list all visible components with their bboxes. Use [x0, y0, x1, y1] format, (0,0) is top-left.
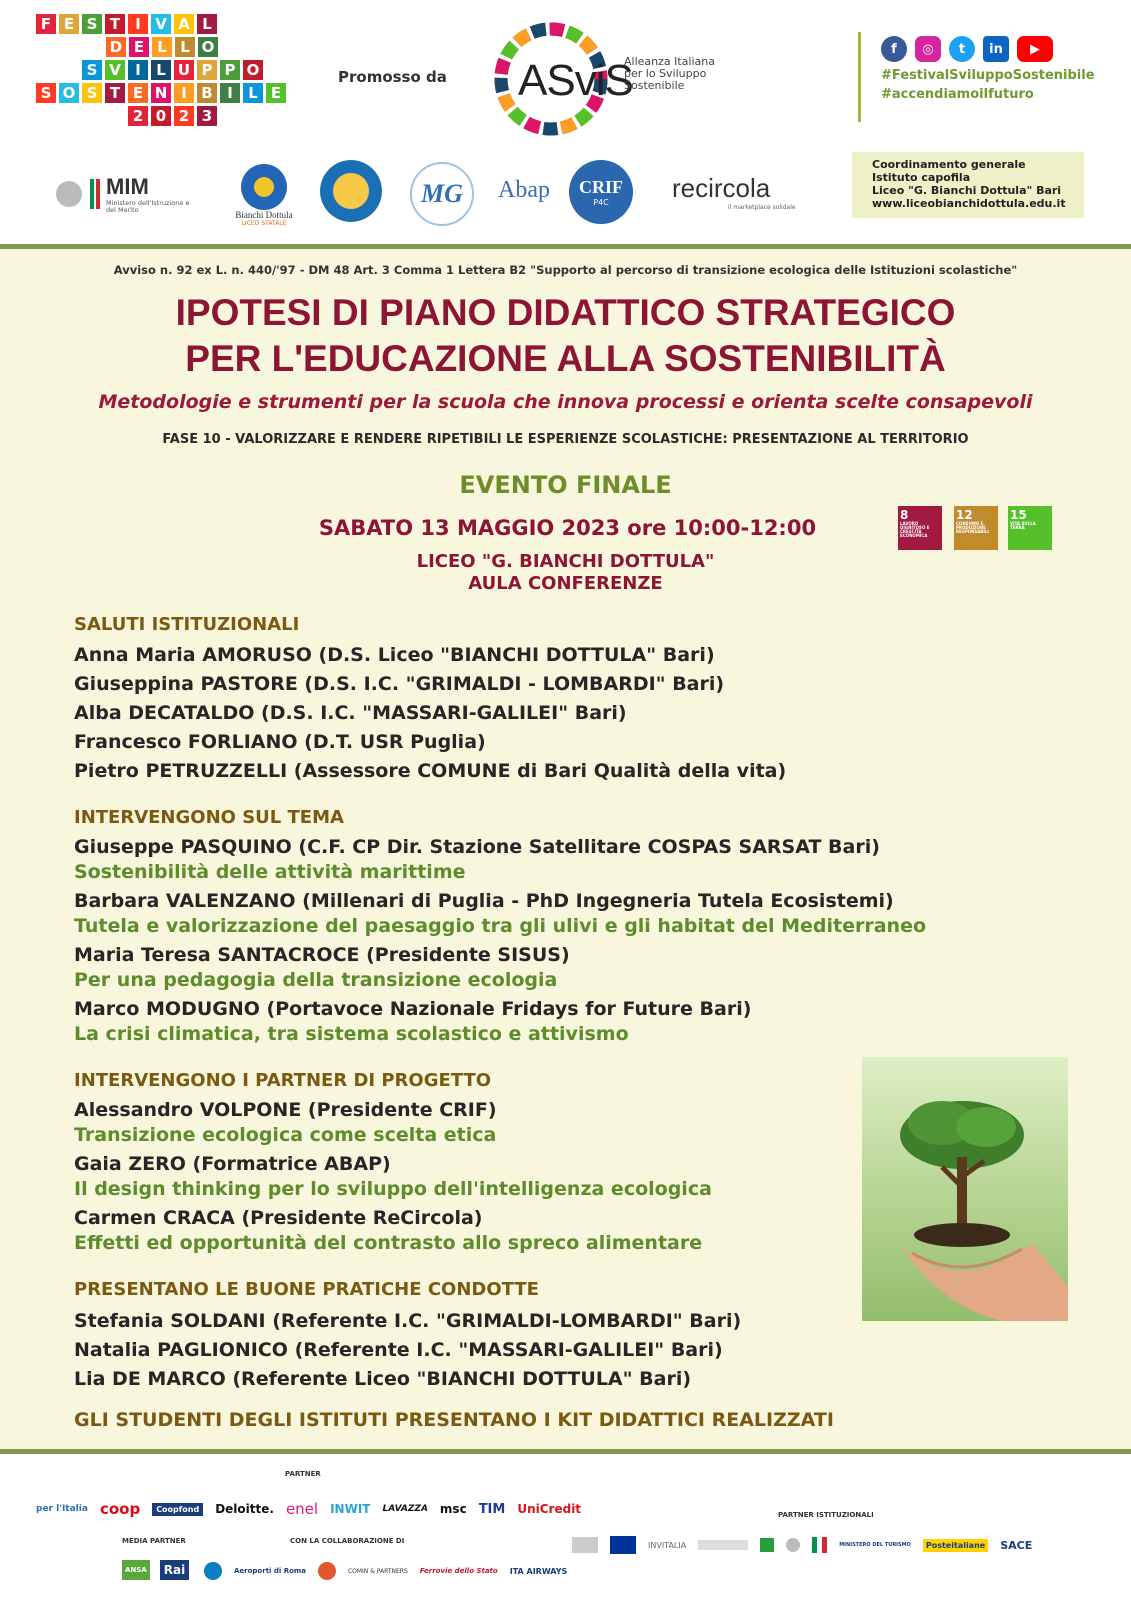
- tema-topic: Sostenibilità delle attività marittime: [74, 861, 466, 883]
- media-logo: ANSA: [122, 1560, 150, 1580]
- festival-letter-tile: A: [174, 14, 194, 34]
- venue-line-1: LICEO "G. BIANCHI DOTTULA": [416, 551, 715, 572]
- pratiche-item: Lia DE MARCO (Referente Liceo "BIANCHI DOTTULA" Bari): [74, 1368, 692, 1390]
- pratiche-item: Natalia PAGLIONICO (Referente I.C. "MASSARI-GALILEI" Bari): [74, 1339, 723, 1361]
- festival-line-1: [36, 14, 289, 34]
- twitter-icon[interactable]: t: [949, 36, 975, 62]
- footer-partner-label: PARTNER: [285, 1470, 321, 1478]
- festival-letter-tile: P: [220, 60, 240, 80]
- partner-speaker: Gaia ZERO (Formatrice ABAP): [74, 1153, 391, 1175]
- partner-logo: Deloitte.: [215, 1502, 274, 1516]
- youtube-icon[interactable]: ▶: [1017, 36, 1053, 62]
- event-venue: [0, 551, 1131, 595]
- collab-logo: Aeroporti di Roma: [234, 1567, 306, 1575]
- phase-label: FASE 10 - VALORIZZARE E RENDERE RIPETIBILI LE ESPERIENZE SCOLASTICHE: PRESENTAZIONE AL TERRITORIO: [162, 432, 969, 447]
- festival-letter-tile: 3: [197, 106, 217, 126]
- media-logo: Rai: [160, 1560, 189, 1580]
- partner-logo: enel: [285, 1500, 319, 1518]
- linkedin-icon[interactable]: in: [983, 36, 1009, 62]
- recircola-name: recircola: [672, 173, 771, 203]
- festival-letter-tile: I: [128, 14, 148, 34]
- institution-logo: [698, 1540, 748, 1550]
- sdg-8-icon: 8 LAVORO DIGNITOSO E CRESCITA ECONOMICA: [898, 506, 942, 550]
- tema-speaker: Barbara VALENZANO (Millenari di Puglia - PhD Ingegneria Tutela Ecosistemi): [74, 890, 894, 912]
- footer-collab-logos: [204, 1562, 567, 1580]
- crif-name: CRIF: [579, 177, 623, 197]
- mg-logo: MG: [410, 162, 474, 226]
- collab-logo: [204, 1562, 222, 1580]
- festival-letter-tile: S: [36, 83, 56, 103]
- festival-letter-tile: T: [105, 83, 125, 103]
- festival-line-4: [36, 83, 289, 103]
- festival-letter-tile: D: [106, 37, 126, 57]
- footer-partner-logos: [36, 1500, 581, 1518]
- festival-letter-tile: L: [151, 60, 171, 80]
- footer-institutional-label: PARTNER ISTITUZIONALI: [778, 1511, 874, 1519]
- coordination-line-2: Istituto capofila: [872, 171, 971, 184]
- saluti-item: Pietro PETRUZZELLI (Assessore COMUNE di Bari Qualità della vita): [74, 760, 787, 782]
- festival-letter-tile: I: [220, 83, 240, 103]
- institution-logo: [572, 1537, 598, 1553]
- festival-letter-tile: 2: [128, 106, 148, 126]
- institution-logo: [760, 1538, 774, 1552]
- collab-logo: [318, 1562, 336, 1580]
- saluti-item: Giuseppina PASTORE (D.S. I.C. "GRIMALDI - LOMBARDI" Bari): [74, 673, 725, 695]
- emblem-icon: [786, 1538, 800, 1552]
- festival-letter-tile: S: [82, 14, 102, 34]
- tree-in-hands-image: [862, 1057, 1068, 1321]
- crif-logo: [569, 160, 633, 224]
- tema-speaker: Marco MODUGNO (Portavoce Nazionale Fridays for Future Bari): [74, 998, 752, 1020]
- festival-line-5: [128, 106, 289, 126]
- tema-topic: Per una pedagogia della transizione ecologia: [74, 969, 558, 991]
- grimaldi-lombardi-logo: [320, 160, 382, 222]
- partner-logo: TIM: [478, 1501, 506, 1517]
- festival-letter-tile: E: [266, 83, 286, 103]
- avviso-notice: Avviso n. 92 ex L. n. 440/'97 - DM 48 Art. 3 Comma 1 Lettera B2 "Supporto al percorso di transizione ecologica delle Istituzioni scolastiche": [113, 263, 1018, 277]
- partner-logo: Coopfond: [152, 1503, 203, 1516]
- footer-media-logos: [122, 1560, 189, 1580]
- festival-letter-tile: 0: [151, 106, 171, 126]
- mim-logo: [56, 172, 190, 216]
- pratiche-item: Stefania SOLDANI (Referente I.C. "GRIMALDI-LOMBARDI" Bari): [74, 1310, 742, 1332]
- institution-logo: INVITALIA: [648, 1540, 687, 1550]
- festival-letter-tile: L: [175, 37, 195, 57]
- festival-line-2: [106, 37, 289, 57]
- festival-letter-tile: I: [174, 83, 194, 103]
- partner-logo: per l'Italia: [36, 1504, 88, 1514]
- partner-logo: msc: [439, 1502, 467, 1516]
- closing-line: GLI STUDENTI DEGLI ISTITUTI PRESENTANO I KIT DIDATTICI REALIZZATI: [74, 1409, 834, 1431]
- festival-line-3: [82, 60, 289, 80]
- institution-logos: [56, 160, 816, 230]
- festival-letter-tile: E: [59, 14, 79, 34]
- section-tema-title: INTERVENGONO SUL TEMA: [74, 807, 344, 828]
- tema-topic: La crisi climatica, tra sistema scolastico e attivismo: [74, 1023, 629, 1045]
- festival-letter-tile: P: [197, 60, 217, 80]
- section-saluti-title: SALUTI ISTITUZIONALI: [74, 614, 300, 635]
- tema-speaker: Maria Teresa SANTACROCE (Presidente SISUS): [74, 944, 570, 966]
- festival-letter-tile: F: [36, 14, 56, 34]
- footer-collab-label: CON LA COLLABORAZIONE DI: [290, 1537, 405, 1545]
- festival-letter-tile: U: [174, 60, 194, 80]
- abap-logo: Abap: [498, 176, 550, 203]
- festival-letter-tile: B: [197, 83, 217, 103]
- festival-letter-tile: 2: [174, 106, 194, 126]
- recircola-logo: [672, 170, 796, 214]
- festival-letter-tile: L: [243, 83, 263, 103]
- festival-letter-tile: V: [105, 60, 125, 80]
- event-date: SABATO 13 MAGGIO 2023 ore 10:00-12:00: [318, 516, 817, 540]
- festival-letter-tile: O: [198, 37, 218, 57]
- promoted-by-label: Promosso da: [338, 68, 447, 86]
- partner-logo: INWIT: [330, 1502, 371, 1516]
- partner-logo: UniCredit: [517, 1502, 582, 1516]
- festival-logo: [36, 14, 289, 129]
- sdg-15-icon: 15 VITA SULLA TERRA: [1008, 506, 1052, 550]
- festival-letter-tile: N: [151, 83, 171, 103]
- festival-letter-tile: E: [129, 37, 149, 57]
- instagram-icon[interactable]: ◎: [915, 36, 941, 62]
- hashtag-accendiamo[interactable]: #accendiamoilfuturo: [881, 87, 1034, 102]
- festival-letter-tile: I: [128, 60, 148, 80]
- page-title: [0, 290, 1131, 382]
- section-pratiche-title: PRESENTANO LE BUONE PRATICHE CONDOTTE: [74, 1279, 539, 1300]
- bianchi-emblem-icon: [241, 164, 287, 210]
- crif-sub: P4C: [593, 198, 609, 207]
- asvis-name: ASviS: [518, 56, 633, 105]
- bianchi-name: Bianchi Dottula: [235, 209, 293, 220]
- saluti-item: Francesco FORLIANO (D.T. USR Puglia): [74, 731, 486, 753]
- festival-letter-tile: S: [82, 83, 102, 103]
- partner-topic: Transizione ecologica come scelta etica: [74, 1124, 497, 1146]
- venue-line-2: AULA CONFERENZE: [468, 573, 663, 594]
- section-partner-title: INTERVENGONO I PARTNER DI PROGETTO: [74, 1070, 492, 1091]
- partner-speaker: Alessandro VOLPONE (Presidente CRIF): [74, 1099, 497, 1121]
- title-line-1: IPOTESI DI PIANO DIDATTICO STRATEGICO: [175, 292, 956, 333]
- italy-flag-icon: [812, 1537, 827, 1553]
- festival-letter-tile: L: [197, 14, 217, 34]
- institution-logo: Posteitaliane: [923, 1539, 988, 1552]
- festival-letter-tile: T: [105, 14, 125, 34]
- mim-sub: Ministero dell'Istruzione e del Merito: [106, 199, 190, 214]
- institution-logo: SACE: [1000, 1538, 1033, 1552]
- partner-speaker: Carmen CRACA (Presidente ReCircola): [74, 1207, 483, 1229]
- saluti-item: Alba DECATALDO (D.S. I.C. "MASSARI-GALILEI" Bari): [74, 702, 627, 724]
- collab-logo: COMIN & PARTNERS: [347, 1567, 408, 1575]
- partner-logo: LAVAZZA: [382, 1504, 428, 1514]
- bianchi-logo: [234, 160, 294, 230]
- event-heading: EVENTO FINALE: [459, 471, 672, 499]
- facebook-icon[interactable]: f: [881, 36, 907, 62]
- eu-flag-icon: [610, 1536, 636, 1554]
- mim-name: MIM: [106, 174, 149, 199]
- festival-letter-tile: E: [128, 83, 148, 103]
- festival-letter-tile: S: [82, 60, 102, 80]
- festival-letter-tile: L: [152, 37, 172, 57]
- asvis-subtitle: Alleanza Italiana per lo Sviluppo Sostenibile: [624, 55, 715, 92]
- coordination-box: [852, 152, 1084, 218]
- institution-logo: MINISTERO DEL TURISMO: [839, 1542, 911, 1548]
- coordination-line-3: Liceo "G. Bianchi Dottula" Bari: [872, 184, 1062, 197]
- social-block: [858, 32, 1095, 122]
- saluti-item: Anna Maria AMORUSO (D.S. Liceo "BIANCHI DOTTULA" Bari): [74, 644, 715, 666]
- footer-media-label: MEDIA PARTNER: [122, 1537, 186, 1545]
- emblem-icon: [56, 181, 82, 207]
- bianchi-sub: LICEO STATALE: [241, 219, 287, 227]
- festival-letter-tile: O: [243, 60, 263, 80]
- coordination-website[interactable]: www.liceobianchidottula.edu.it: [872, 197, 1066, 210]
- partner-topic: Effetti ed opportunità del contrasto allo spreco alimentare: [74, 1232, 703, 1254]
- tema-speaker: Giuseppe PASQUINO (C.F. CP Dir. Stazione Satellitare COSPAS SARSAT Bari): [74, 836, 880, 858]
- hashtag-festival[interactable]: #FestivalSviluppoSostenibile: [881, 68, 1095, 83]
- festival-letter-tile: V: [151, 14, 171, 34]
- page-subtitle: Metodologie e strumenti per la scuola che innova processi e orienta scelte consapevoli: [98, 391, 1033, 413]
- coordination-line-1: Coordinamento generale: [872, 158, 1026, 171]
- partner-topic: Il design thinking per lo sviluppo dell'intelligenza ecologica: [74, 1178, 712, 1200]
- asvis-logo: [492, 20, 742, 138]
- collab-logo: Ferrovie dello Stato: [419, 1567, 498, 1575]
- tema-topic: Tutela e valorizzazione del paesaggio tra gli ulivi e gli habitat del Mediterraneo: [74, 915, 927, 937]
- festival-letter-tile: O: [59, 83, 79, 103]
- title-line-2: PER L'EDUCAZIONE ALLA SOSTENIBILITÀ: [185, 338, 946, 379]
- sdg-12-icon: 12 CONSUMO E PRODUZIONE RESPONSABILI: [954, 506, 998, 550]
- footer-institutional-logos: [572, 1536, 1032, 1554]
- collab-logo: ITA AIRWAYS: [509, 1566, 568, 1576]
- recircola-sub: il marketplace solidale: [728, 204, 796, 211]
- partner-logo: coop: [99, 1500, 141, 1518]
